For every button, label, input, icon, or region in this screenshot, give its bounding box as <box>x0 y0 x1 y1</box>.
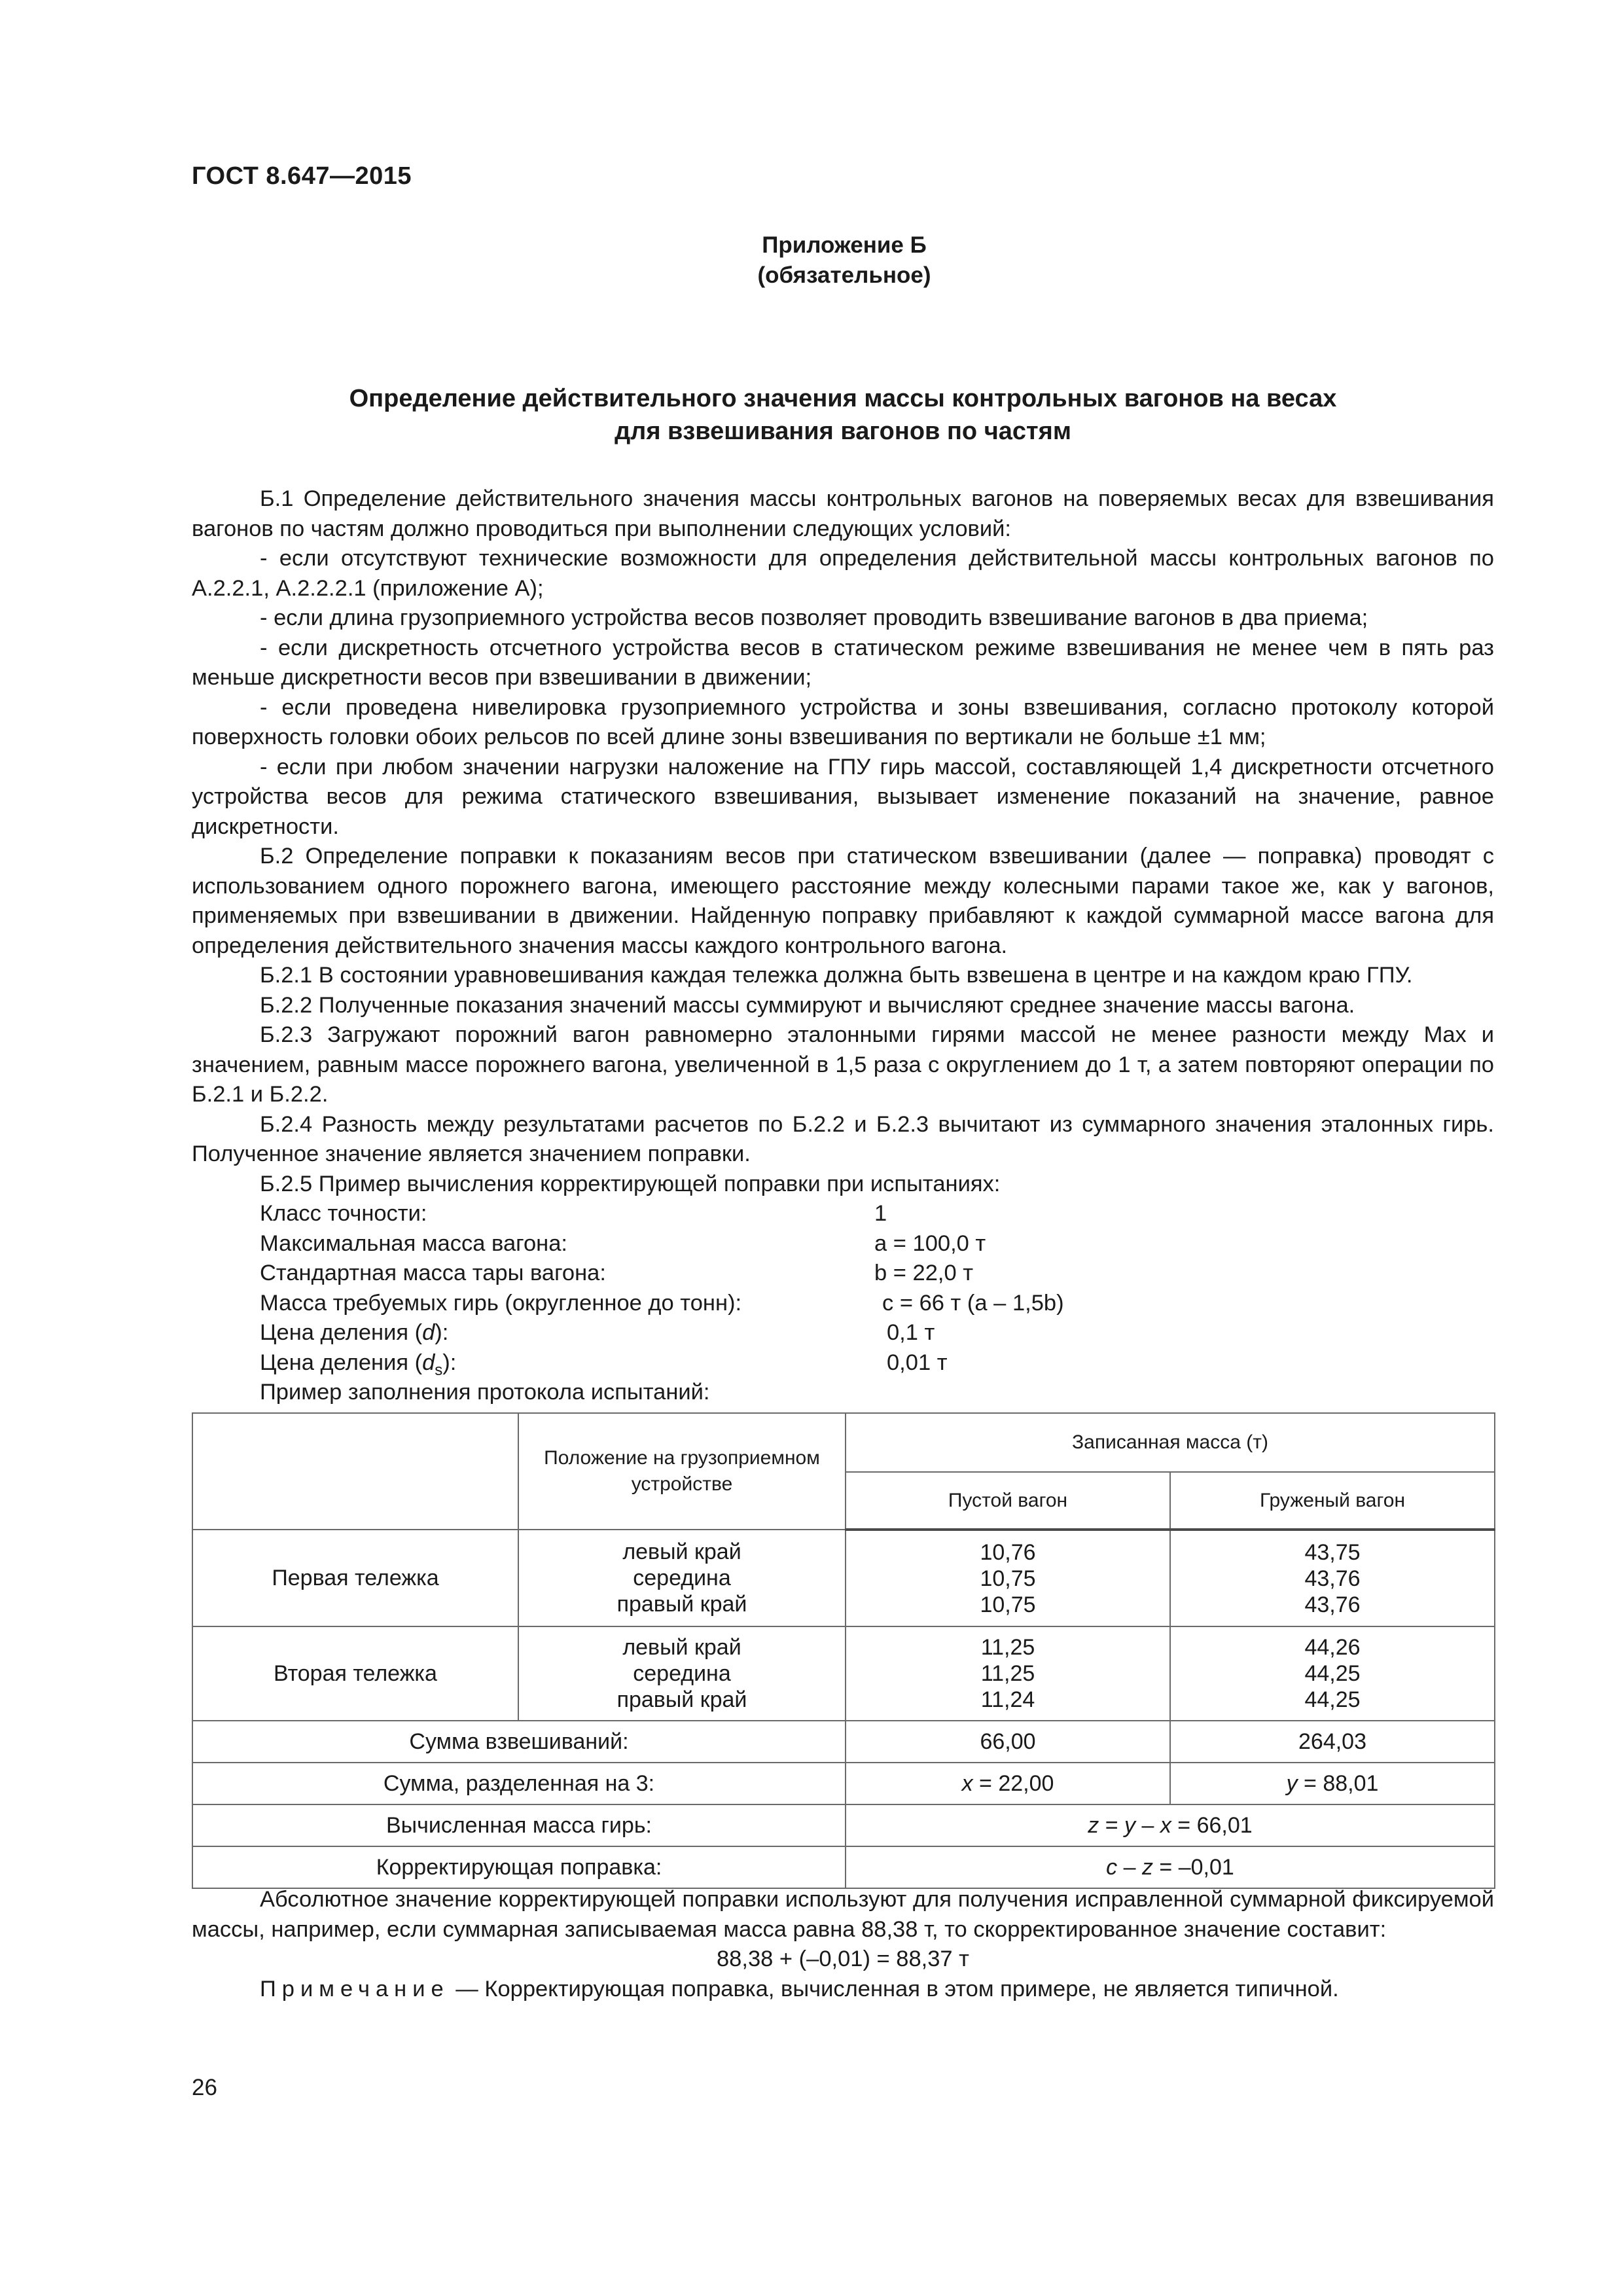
header-blank-cell <box>192 1413 518 1530</box>
spec-label: Цена деления (d): <box>260 1320 449 1345</box>
section-title-line2: для взвешивания вагонов по частям <box>615 418 1071 445</box>
standard-header: ГОСТ 8.647—2015 <box>192 162 412 190</box>
body-text <box>192 484 1494 1408</box>
spec-max-mass <box>192 1229 1494 1259</box>
calculated-label: Вычисленная масса гирь: <box>192 1804 846 1846</box>
appendix-status: (обязательное) <box>757 262 931 288</box>
page-number: 26 <box>192 2075 217 2100</box>
correction-value: c – z = –0,01 <box>846 1846 1495 1888</box>
condition-item-3: - если дискретность отсчетного устройства весов в статическом режиме взвешивания не менее чем в пять раз меньше дискретности весов при взвешивании в движении; <box>192 635 1494 690</box>
bogie-name: Первая тележка <box>192 1530 518 1626</box>
condition-item-1: - если отсутствуют технические возможности для определения действительной массы контрольных вагонов по А.2.2.1, А.2.2.2.1 (приложение А); <box>192 546 1494 601</box>
header-position: Положение на грузоприемном устройстве <box>518 1413 846 1530</box>
note <box>192 1975 1494 2005</box>
spec-value: 0,01 т <box>887 1350 948 1375</box>
table-row-correction <box>192 1846 1495 1888</box>
paragraph-b1: Б.1 Определение действительного значения массы контрольных вагонов на поверяемых весах для взвешивания вагонов по частям должно проводиться при выполнении следующих условий: <box>192 486 1494 541</box>
spec-value: 1 <box>874 1201 887 1226</box>
calculated-value: z = y – x = 66,01 <box>846 1804 1495 1846</box>
section-title <box>192 382 1494 448</box>
empty-mass-cell: 11,25 11,25 11,24 <box>846 1626 1170 1721</box>
spec-label: Масса требуемых гирь (округленное до тонн): <box>260 1290 742 1316</box>
paragraph-b23: Б.2.3 Загружают порожний вагон равномерно эталонными гирями массой не менее разности между Max и значением, равным массе порожнего вагона, увеличенной в 1,5 раза с округлением до 1 т, а затем повторяют операции по Б.2.1 и Б.2.2. <box>192 1022 1494 1107</box>
spec-value: 0,1 т <box>887 1320 935 1345</box>
correction-usage-paragraph: Абсолютное значение корректирующей поправки используют для получения исправленной суммарной фиксируемой массы, например, если суммарная записываемая масса равна 88,38 т, то скорректированное значение составит: <box>192 1887 1494 1942</box>
divided-label: Сумма, разделенная на 3: <box>192 1763 846 1804</box>
condition-item-2: - если длина грузоприемного устройства весов позволяет проводить взвешивание вагонов в два приема; <box>260 605 1368 630</box>
spec-division-ds <box>192 1348 1494 1378</box>
spec-weights-mass <box>192 1289 1494 1319</box>
appendix-label: Приложение Б <box>762 232 927 258</box>
empty-mass-cell: 10,76 10,75 10,75 <box>846 1530 1170 1626</box>
position-cell: левый край середина правый край <box>518 1530 846 1626</box>
condition-item-4: - если проведена нивелировка грузоприемного устройства и зоны взвешивания, согласно протоколу которой поверхность головки обоих рельсов по всей длине зоны взвешивания по вертикали не больше ±1 мм; <box>192 694 1494 749</box>
header-recorded-mass: Записанная масса (т) <box>846 1413 1495 1472</box>
paragraph-b25: Б.2.5 Пример вычисления корректирующей поправки при испытаниях: <box>260 1171 1001 1196</box>
header-loaded-wagon: Груженый вагон <box>1170 1472 1495 1530</box>
table-row <box>192 1626 1495 1721</box>
after-table-text <box>192 1885 1494 2004</box>
sum-loaded: 264,03 <box>1170 1721 1495 1763</box>
note-label: Примечание <box>260 1976 450 2001</box>
paragraph-b21: Б.2.1 В состоянии уравновешивания каждая тележка должна быть взвешена в центре и на каждом краю ГПУ. <box>260 963 1413 988</box>
condition-item-5: - если при любом значении нагрузки наложение на ГПУ гирь массой, составляющей 1,4 дискретности отсчетного устройства весов для режима статического взвешивания, вызывает изменение показаний на значение, равное дискретности. <box>192 754 1494 839</box>
spec-label: Класс точности: <box>260 1201 427 1226</box>
spec-value: a = 100,0 т <box>874 1230 986 1256</box>
spec-division-d <box>192 1318 1494 1348</box>
bogie-name: Вторая тележка <box>192 1626 518 1721</box>
spec-value: b = 22,0 т <box>874 1261 974 1285</box>
protocol-table <box>192 1412 1495 1889</box>
table-row-calculated <box>192 1804 1495 1846</box>
spec-tare-mass <box>192 1259 1494 1289</box>
paragraph-b2: Б.2 Определение поправки к показаниям весов при статическом взвешивании (далее — поправка) проводят с использованием одного порожнего вагона, имеющего расстояние между колесными парами такое же, как у вагонов, применяемых при взвешивании в движении. Найденную поправку прибавляют к каждой суммарной массе вагона для определения действительного значения массы каждого контрольного вагона. <box>192 844 1494 958</box>
section-title-line1: Определение действительного значения массы контрольных вагонов на весах <box>349 385 1337 412</box>
header-empty-wagon: Пустой вагон <box>846 1472 1170 1530</box>
loaded-mass-cell: 44,26 44,25 44,25 <box>1170 1626 1495 1721</box>
correction-label: Корректирующая поправка: <box>192 1846 846 1888</box>
table-row-divided <box>192 1763 1495 1804</box>
position-cell: левый край середина правый край <box>518 1626 846 1721</box>
spec-label: Стандартная масса тары вагона: <box>260 1261 606 1285</box>
sum-empty: 66,00 <box>846 1721 1170 1763</box>
table-row <box>192 1530 1495 1626</box>
protocol-intro: Пример заполнения протокола испытаний: <box>260 1380 710 1405</box>
sum-label: Сумма взвешиваний: <box>192 1721 846 1763</box>
divided-empty: x = 22,00 <box>846 1763 1170 1804</box>
correction-formula: 88,38 + (–0,01) = 88,37 т <box>716 1946 969 1971</box>
appendix-heading <box>0 230 1623 291</box>
divided-loaded: y = 88,01 <box>1170 1763 1495 1804</box>
spec-value: c = 66 т (a – 1,5b) <box>882 1290 1064 1316</box>
paragraph-b22: Б.2.2 Полученные показания значений массы суммируют и вычисляют среднее значение массы вагона. <box>260 992 1355 1018</box>
spec-accuracy <box>192 1199 1494 1229</box>
paragraph-b24: Б.2.4 Разность между результатами расчетов по Б.2.2 и Б.2.3 вычитают из суммарного значения эталонных гирь. Полученное значение является значением поправки. <box>192 1111 1494 1166</box>
spec-label: Максимальная масса вагона: <box>260 1230 567 1256</box>
table-row-sum <box>192 1721 1495 1763</box>
note-text: — Корректирующая поправка, вычисленная в этом примере, не является типичной. <box>449 1976 1339 2001</box>
spec-label: Цена деления $(d_s)$: <box>260 1350 457 1379</box>
loaded-mass-cell: 43,75 43,76 43,76 <box>1170 1530 1495 1626</box>
